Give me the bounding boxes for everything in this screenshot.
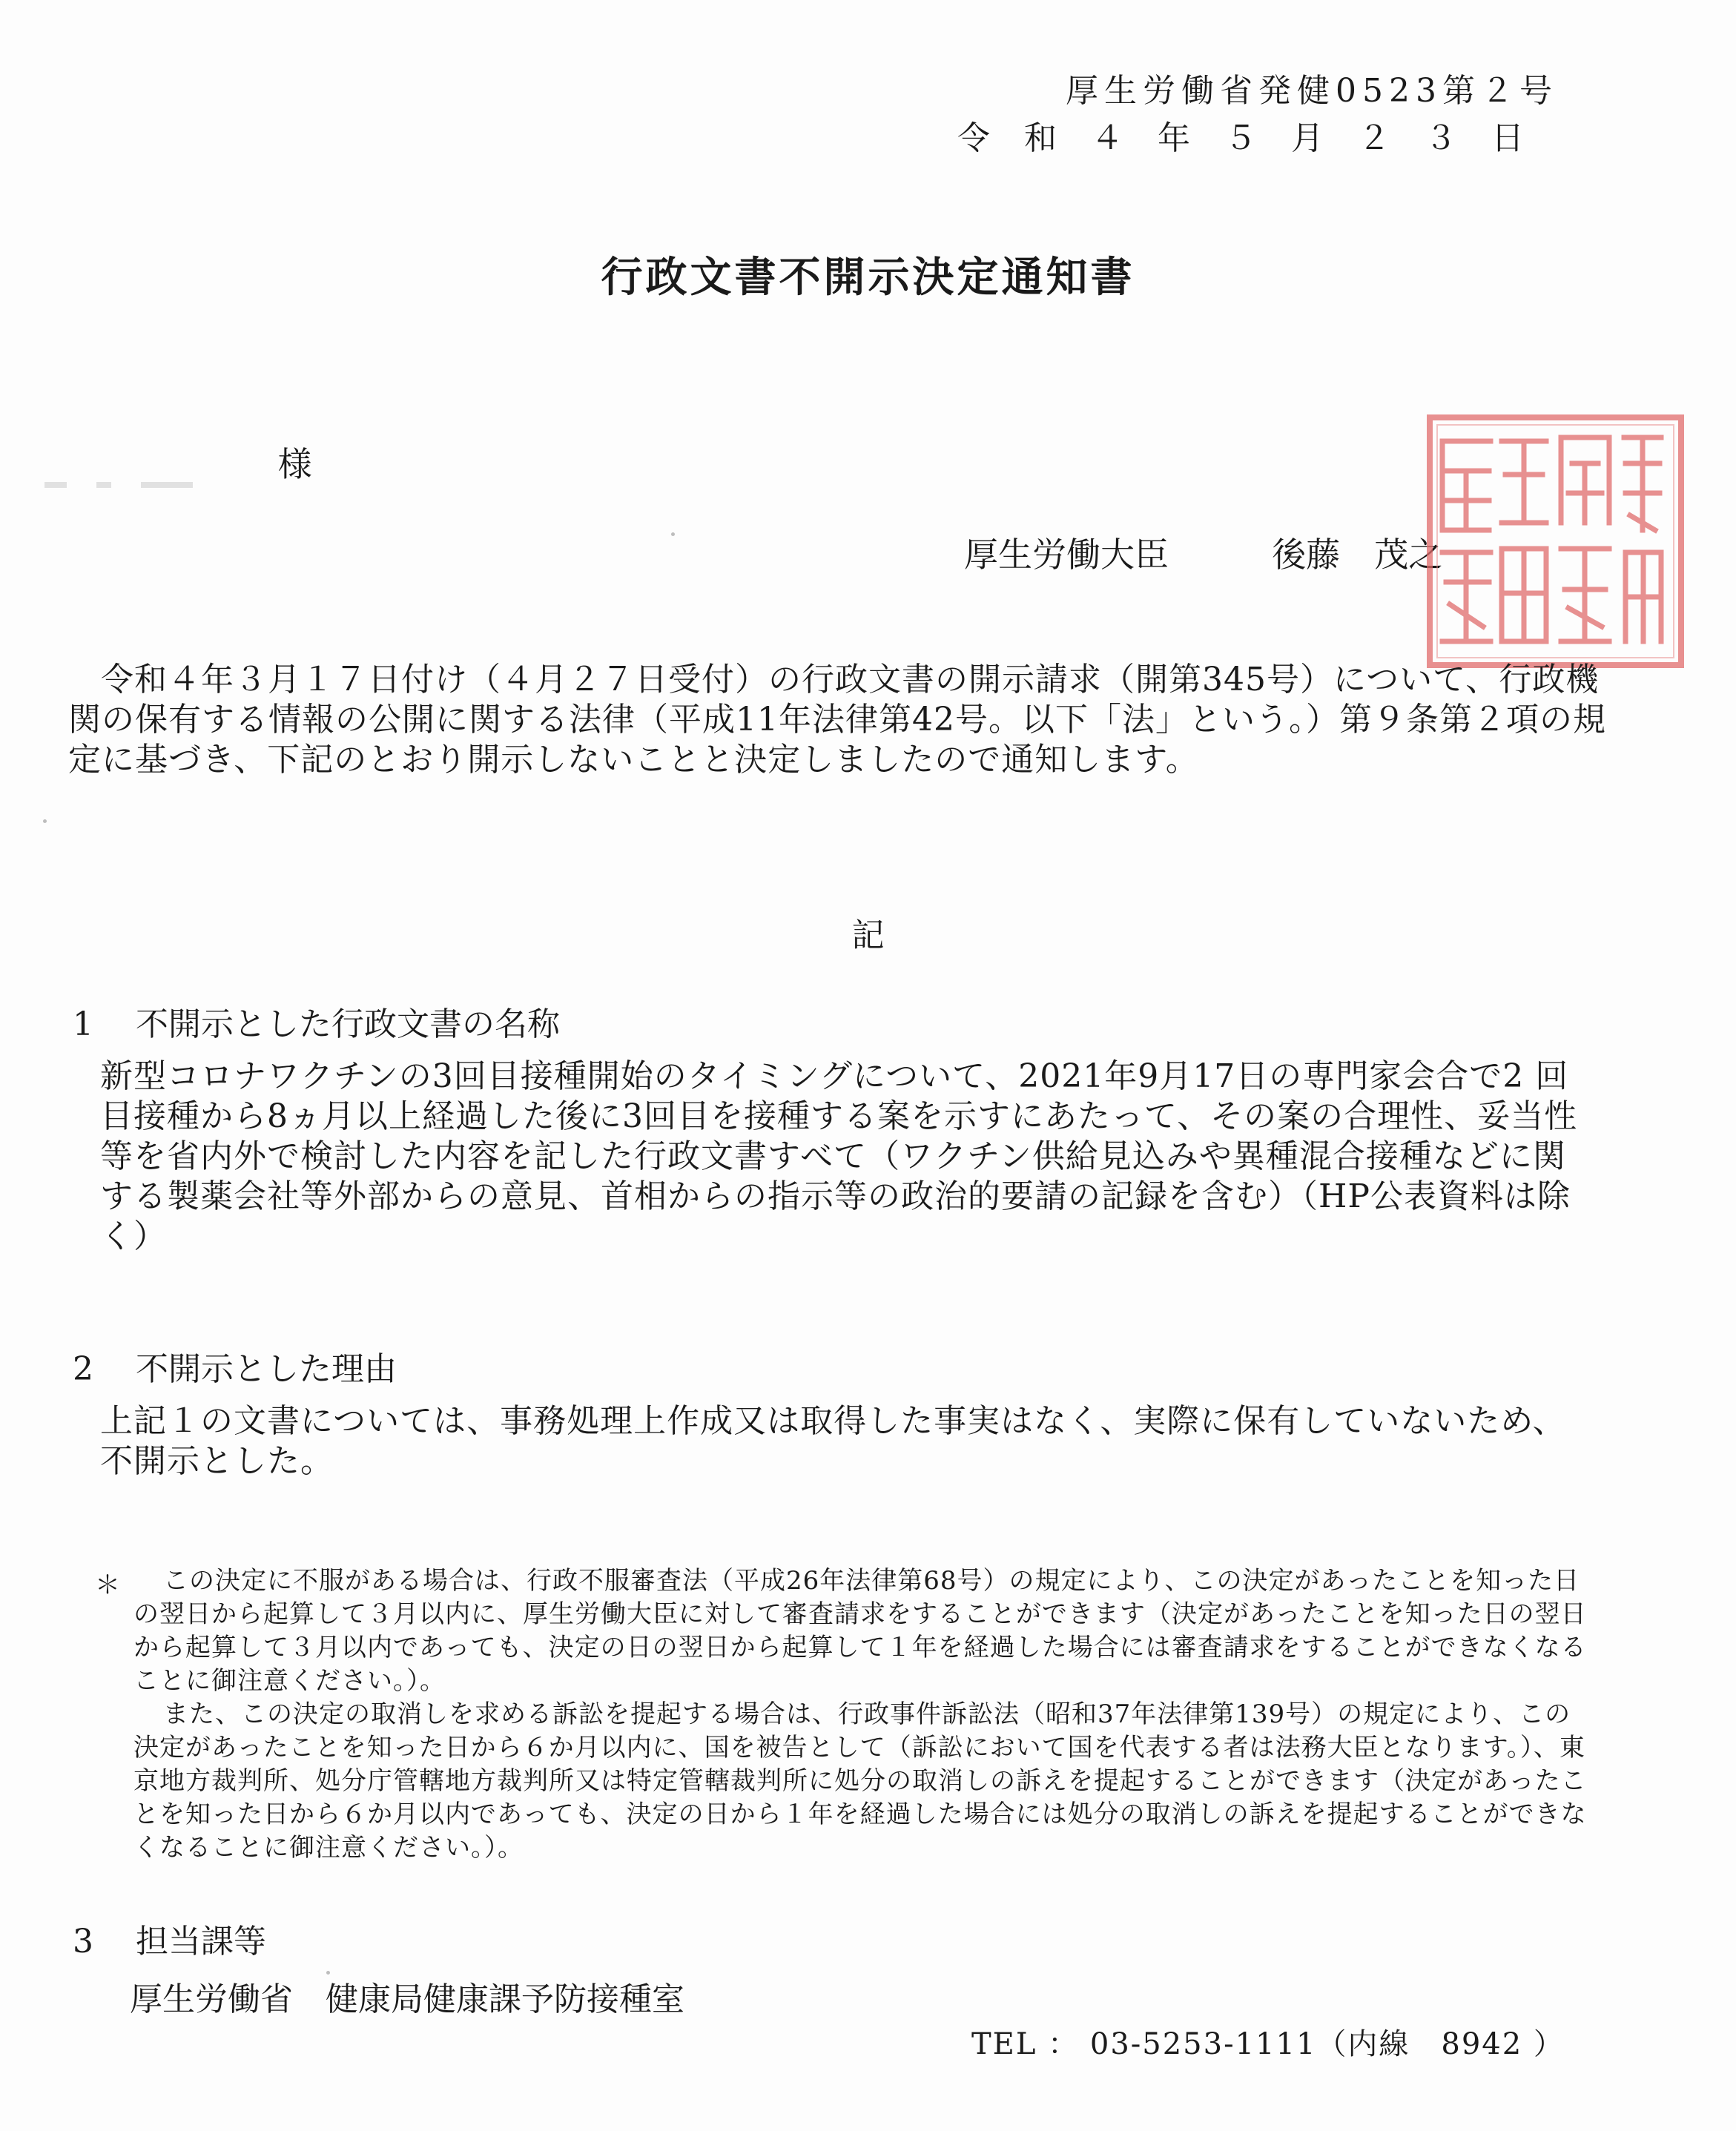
document-title: 行政文書不開示決定通知書 [601,253,1135,302]
sender-name: 後藤 茂之 [1272,535,1443,575]
contact-office: 厚生労働省 健康局健康課予防接種室 [130,1980,684,2018]
document-number: 厚生労働省発健0523第２号 [1066,72,1558,110]
note-mark: ＊ [95,1570,120,1600]
contact-telephone: TEL ： 03-5253-1111（内線 8942 ） [971,2027,1565,2061]
scan-speck [326,1971,330,1975]
section-2-number: 2 [73,1350,93,1388]
addressee-honorific: 様 [277,444,312,484]
section-1-title: 不開示とした行政文書の名称 [136,1005,560,1043]
section-3-heading [73,1914,266,1962]
ki-marker: 記 [851,916,885,954]
section-3-title: 担当課等 [136,1923,266,1960]
notice-body: 令和４年３月１７日付け（４月２７日受付）の行政文書の開示請求（開第345号）について、行政機関の保有する情報の公開に関する法律（平成11年法律第42号。以下「法」という。）第９条第２項の規定に基づき、下記のとおり開示しないことと決定しましたので通知します。 [68,661,1606,779]
section-2-text: 上記１の文書については、事務処理上作成又は取得した事実はなく、実際に保有していないため、不開示とした。 [100,1402,1566,1480]
document-date: 令和４年５月２３日 [957,119,1558,157]
addressee [44,437,312,486]
redacted-name [44,456,267,478]
appeal-note-paragraph-1: この決定に不服がある場合は、行政不服審査法（平成26年法律第68号）の規定により、この決定があったことを知った日の翌日から起算して３月以内に、厚生労働大臣に対して審査請求をすることができます（決定があったことを知った日の翌日から起算して３月以内であっても、決定の日の翌日から起算して１年を経過した場合には審査請求をすることができなくなることに御注意ください。）。 [133,1566,1587,1696]
section-1-number: 1 [73,1005,93,1043]
section-1-heading [73,997,560,1045]
official-seal [1424,412,1687,671]
section-2-title: 不開示とした理由 [136,1350,397,1388]
scan-speck [671,532,675,536]
scan-speck [43,819,47,823]
sender [964,528,1442,577]
section-3-number: 3 [73,1923,93,1960]
section-2-heading [73,1342,397,1390]
seal-stamp-icon [1424,412,1687,671]
section-1-text: 新型コロナワクチンの3回目接種開始のタイミングについて、2021年9月17日の専門家会合で2 回目接種から8ヵ月以上経過した後に3回目を接種する案を示すにあたって、その案の合理性、妥当性等を省内外で検討した内容を記した行政文書すべて（ワクチン供給見込みや異種混合接種などに関する製薬会社等外部からの意見、首相からの指示等の政治的要請の記録を含む）（HP公表資料は除く） [100,1057,1578,1255]
sender-position: 厚生労働大臣 [964,535,1169,575]
appeal-note [100,1565,1591,1865]
appeal-note-paragraph-2: また、この決定の取消しを求める訴訟を提起する場合は、行政事件訴訟法（昭和37年法律第139号）の規定により、この決定があったことを知った日から６か月以内に、国を被告として（訴訟において国を代表する者は法務大臣となります。）、東京地方裁判所、処分庁管轄地方裁判所又は特定管轄裁判所に処分の取消しの訴えを提起することができます（決定があったことを知った日から６か月以内であっても、決定の日から１年を経過した場合には処分の取消しの訴えを提起することができなくなることに御注意ください。）。 [133,1699,1587,1863]
